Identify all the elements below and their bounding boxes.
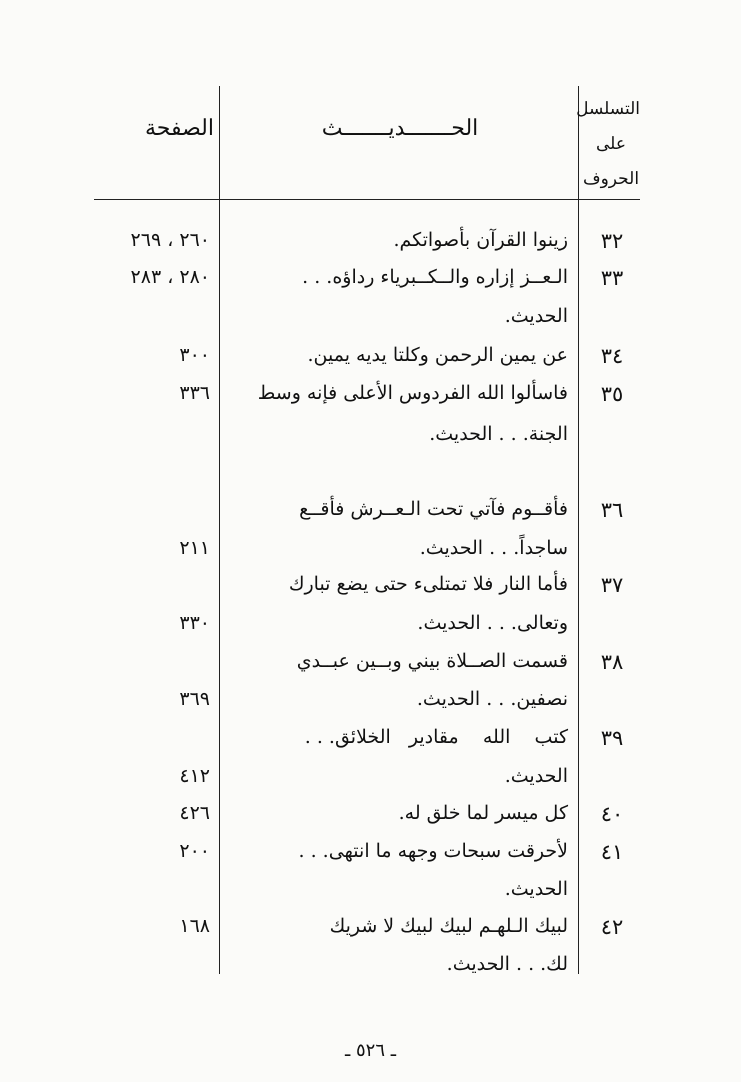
hadith-text: نصفين. . . الحديث. [416,688,568,710]
header-serial-line-1: التسلسل [576,99,640,119]
header-rule [94,199,640,200]
page-ref: ٢١١ [179,537,210,559]
page-ref: ٤٢٦ [179,802,210,824]
hadith-text: الحديث. [504,305,568,327]
hadith-text: قسمت الصــلاة بيني وبــين عبــدي [296,650,568,672]
hadith-text: لك. . . الحديث. [446,953,568,975]
hadith-text: الجنة. . . الحديث. [429,423,568,445]
hadith-text: لبيك الـلهـم لبيك لبيك لا شريك [329,915,568,937]
column-divider-right [578,86,579,974]
page-ref: ٣٣٠ [179,612,210,634]
header-serial-line-3: الحروف [582,169,640,189]
hadith-text: كل ميسر لما خلق له. [398,802,568,824]
hadith-text: الـعــز إزاره والــكــبرياء رداؤه. . . [302,266,568,288]
hadith-text: الحديث. [504,878,568,900]
page-ref: ٣٠٠ [179,344,210,366]
row-number: ٣٩ [600,726,624,750]
row-number: ٤١ [600,840,624,864]
header-serial-line-2: على [596,134,626,154]
row-number: ٤٢ [600,915,624,939]
hadith-text: ساجداً. . . الحديث. [419,537,568,559]
row-number: ٣٨ [600,650,624,674]
row-number: ٣٤ [600,344,624,368]
header-page: الصفحة [144,116,214,141]
hadith-text: كتب الله مقادير الخلائق. . . [304,726,568,748]
page-ref: ٤١٢ [179,765,210,787]
row-number: ٣٣ [600,266,624,290]
page-ref: ١٦٨ [179,915,210,937]
page-number: ـ ٥٢٦ ـ [344,1040,396,1061]
row-number: ٣٦ [600,498,624,522]
header-hadith: الحـــــــديـــــــث [321,116,479,141]
row-number: ٤٠ [600,802,624,826]
hadith-text: الحديث. [504,765,568,787]
hadith-text: فأما النار فلا تمتلىء حتى يضع تبارك [288,573,568,595]
column-divider-left [219,86,220,974]
page-ref: ٢٠٠ [179,840,210,862]
hadith-text: فأقــوم فآتي تحت الـعــرش فأقــع [299,498,568,520]
row-number: ٣٢ [600,229,624,253]
hadith-text: فاسألوا الله الفردوس الأعلى فإنه وسط [257,382,568,404]
row-number: ٣٧ [600,573,624,597]
hadith-text: لأحرقت سبحات وجهه ما انتهى. . . [298,840,568,862]
page-ref: ٣٣٦ [179,382,210,404]
page-ref: ٣٦٩ [179,688,210,710]
page-ref: ٢٨٠ ، ٢٨٣ [130,266,210,288]
hadith-text: زينوا القرآن بأصواتكم. [393,229,568,251]
header-serial [576,92,640,197]
hadith-text: وتعالى. . . الحديث. [417,612,568,634]
hadith-text: عن يمين الرحمن وكلتا يديه يمين. [307,344,568,366]
row-number: ٣٥ [600,382,624,406]
page-ref: ٢٦٠ ، ٢٦٩ [130,229,210,251]
